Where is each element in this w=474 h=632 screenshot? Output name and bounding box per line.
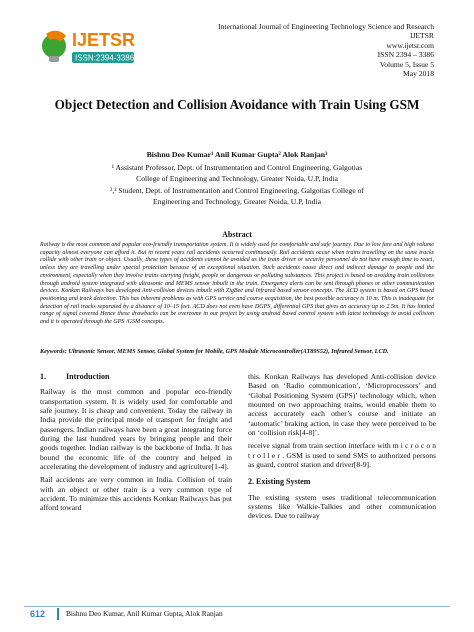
intro-paragraph-3: this. Konkan Railways has developed Anti-collision device Based on ‘Radio communication’, ‘Microprocessors’ and ‘Global Positioning System (GPS)’ technology which, when mounted on two approaching trains, would enable them to access accurately each other’s course and initiate an ‘automatic’ braking action, in case they were perceived to be on ‘collision risk[4-8]’.: [248, 372, 436, 438]
journal-volume: Volume 5, Issue 5: [379, 59, 434, 69]
paper-authors: Bishnu Deo Kumar¹ Anil Kumar Gupta² Alok Ranjan³: [146, 150, 328, 159]
abstract-text: Railway is the most common and popular eco-friendly transportation system. It is widely used for comfortable and safe journey. Due to low fare and high volume capacity almost everyone can afford it. But in recent years rail accidents occurred continuously. Rail accidents occur when trains travelling on the same tracks collide with other train or object. Usually, these types of accidents cannot be avoided as the train driver or security personnel do not have enough time to react, unless they are travelling under special protection because of an exceptional situation. Such accidents cause direct and indirect damage to people and the environment, especially when they involve trains carrying freight, people or dangerous or polluting substances. This project is based on avoiding train collisions through android system integrated with ultrasonic and MEMS sensor inbuilt in the train. Emergency alerts can be sent through phones or other communication devices. Konkan Railways has developed Anti-collision devices inbuilt with ZigBee and Infrared based sensor concepts. The ACD system is based on GPS based positioning and track detection. This has inherent problems as with GPS service and course acquisition, the best possible accuracy is 10 m. This is inadequate for detection of rail tracks separated by a distance of 10–15 feet. ACD does not even have DGPS, differential GPS that gives an accuracy up to 2.5m. It has limited range of signal covered Hence these drawbacks can be overcome in our project by using android based control system with latest technology to avoid collision and it is operated through the GPS /GSM concepts.: [40, 242, 434, 326]
logo-brand-text: IJETSR: [72, 30, 136, 50]
abstract-heading: Abstract: [222, 230, 252, 239]
paper-title: Object Detection and Collision Avoidance with Train Using GSM: [54, 97, 420, 112]
intro-paragraph-2: Rail accidents are very common in India. Collision of train with an object or other train is a very common type of accident. To minimize this accidents Konkan Railways has put afford toward: [40, 475, 232, 513]
section-1-heading: [40, 372, 232, 381]
affiliation-1-line-1: ¹ Assistant Professor, Dept. of Instrumentation and Control Engineering, Galgotias: [111, 163, 363, 172]
page-footer: [24, 606, 450, 621]
journal-date: May 2018: [402, 69, 434, 79]
keywords-label: Keywords:: [40, 348, 67, 355]
section-2-heading: 2. Existing System: [248, 477, 311, 487]
journal-site: www.ijetsr.com: [386, 40, 434, 50]
section-1-title: Introduction: [66, 372, 110, 381]
left-column: [40, 372, 232, 517]
intro-paragraph-4: receive signal from train section interface with m i c r o c o n t r o l l e r . GSM is used to send SMS to authorized persons as guard, control station and driver[8-9].: [248, 441, 436, 470]
intro-paragraph-1: Railway is the most common and popular eco-friendly transportation system. It is widely used for comfortable and safe journey. It is cheap and convenient. Today the railway in India provide the principal mode of transport for freight and passengers. Indian railways have been a great integrating force during the last hundred years by bringing people and their goods together. Indian railway is the backbone of India. It has bound the economic life of the country and helped in accelerating the development of industry and agriculture[1-4].: [40, 387, 232, 472]
footer-divider: [57, 608, 59, 620]
journal-name: International Journal of Engineering Technology Science and Research: [218, 22, 434, 31]
existing-system-paragraph: The existing system uses traditional telecommunication systems like Walkie-Talkies and other communication devices. Due to railway: [248, 492, 436, 521]
right-column: [248, 372, 436, 525]
section-1-number: 1.: [40, 372, 46, 381]
affiliation-2: [70, 186, 404, 207]
affiliation-1: [70, 163, 404, 184]
footer-authors: Bishnu Deo Kumar, Anil Kumar Gupta, Alok Ranjan: [66, 609, 223, 618]
journal-info: [174, 22, 434, 78]
affiliation-1-line-2: College of Engineering and Technology, Greater Noida, U.P, India: [136, 173, 338, 183]
keywords: [40, 348, 434, 356]
logo-issn-text: ISSN:2394-3386: [75, 53, 135, 63]
affiliation-2-line-2: Engineering and Technology, Greater Noida, U.P, India: [153, 196, 321, 206]
journal-issn: ISSN 2394 – 3386: [377, 50, 434, 60]
logo-bulb-base: [49, 56, 59, 62]
affiliation-2-line-1: ²,³ Student, Dept. of Instrumentation and Control Engineering, Galgotias College of: [110, 186, 364, 195]
journal-logo: [40, 24, 168, 76]
page-number: 612: [30, 609, 46, 619]
journal-abbr: IJETSR: [409, 31, 434, 41]
keywords-text: Ultrasonic Sensor, MEMS Sensor, Global System for Mobile, GPS Module Microcontroller(AT89S52), Infrared Sensor, LCD.: [68, 348, 389, 355]
